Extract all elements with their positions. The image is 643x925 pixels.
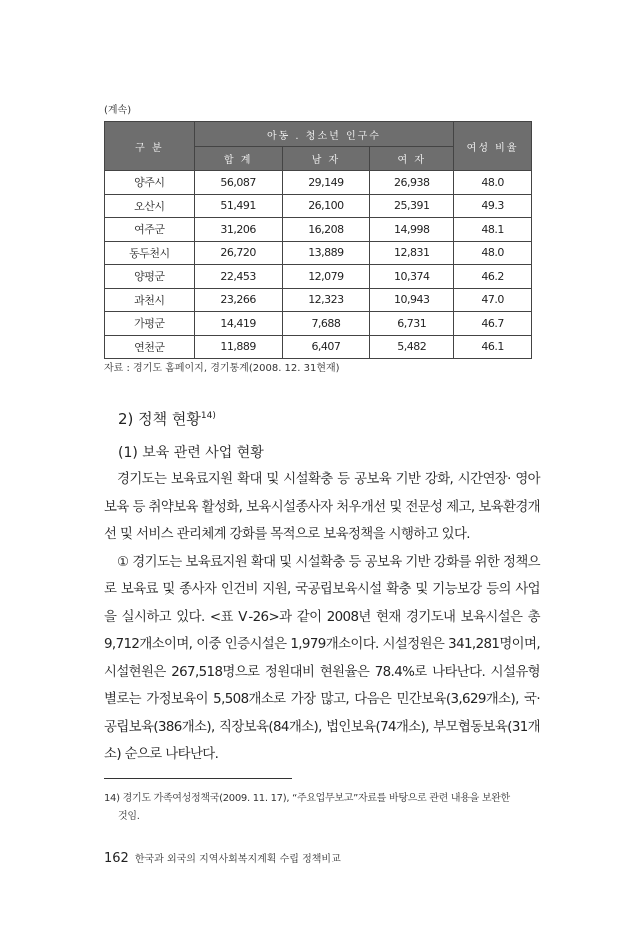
cell-region: 여주군 [105,218,195,242]
paragraph: ① 경기도는 보육료지원 확대 및 시설확충 등 공보육 기반 강화를 위한 정책으로 보육료 및 종사자 인건비 지원, 국공립보육시설 확충 및 기능보강 등의 사업을 실시하고 있다. <표 Ⅴ-26>과 같이 2008년 현재 경기도내 보육시설은 총 9,712개소이며, 이중 인증시설은 1,979개소이다. 시설정원은 341,281명이며, 시설현원은 267,518명으로 정원대비 현원율은 78.4%로 나타난다. 시설유형별로는 가정보육이 5,508개소로 가장 많고, 다음은 민간보육(3,629개소), 국· 공립보육(386개소), 직장보육(84개소), 법인보육(74개소), 부모협동보육(31개소) 순으로 나타난다. [104,554,540,762]
cell-male: 29,149 [282,171,370,195]
cell-region: 과천시 [105,288,195,312]
table-row [105,171,532,195]
body-text [104,466,540,769]
cell-region: 가평군 [105,312,195,336]
cell-ratio: 46.1 [454,335,532,359]
table-row [105,265,532,289]
table-row [105,312,532,336]
cell-total: 51,491 [194,194,282,218]
header-region: 구 분 [105,122,195,171]
cell-female: 6,731 [370,312,454,336]
cell-male: 26,100 [282,194,370,218]
footnote [104,790,544,826]
cell-total: 31,206 [194,218,282,242]
cell-female: 10,943 [370,288,454,312]
table-row [105,218,532,242]
cell-ratio: 46.7 [454,312,532,336]
table-source: 자료 : 경기도 홈페이지, 경기통계(2008. 12. 31현재) [104,363,340,374]
cell-total: 56,087 [194,171,282,195]
cell-male: 12,079 [282,265,370,289]
footnote-continuation: 것임. [118,811,140,822]
footnote-number: 14) [104,793,120,804]
cell-total: 11,889 [194,335,282,359]
cell-male: 13,889 [282,241,370,265]
population-table [104,121,532,359]
cell-female: 10,374 [370,265,454,289]
cell-male: 12,323 [282,288,370,312]
cell-ratio: 48.0 [454,241,532,265]
paragraph: 경기도는 보육료지원 확대 및 시설확충 등 공보육 기반 강화, 시간연장· 영아보육 등 취약보육 활성화, 보육시설종사자 처우개선 및 전문성 제고, 보육환경개선 및 서비스 관리체계 강화를 목적으로 보육정책을 시행하고 있다. [104,472,540,542]
table-row [105,288,532,312]
cell-total: 26,720 [194,241,282,265]
cell-total: 23,266 [194,288,282,312]
page-footer [104,850,341,866]
cell-female: 14,998 [370,218,454,242]
cell-region: 동두천시 [105,241,195,265]
cell-ratio: 48.1 [454,218,532,242]
header-population: 아동 . 청소년 인구수 [194,122,453,147]
cell-female: 26,938 [370,171,454,195]
header-female: 여 자 [370,147,454,171]
section-heading-text: 2) 정책 현황 [118,410,201,428]
header-female-ratio: 여성 비율 [454,122,532,171]
page-number: 162 [104,851,129,866]
cell-female: 5,482 [370,335,454,359]
cell-region: 연천군 [105,335,195,359]
cell-region: 양주시 [105,171,195,195]
cell-ratio: 49.3 [454,194,532,218]
footnote-ref: 14) [200,411,216,421]
footnote-text: 경기도 가족여성정책국(2009. 11. 17), “주요업무보고”자료를 바탕으로 관련 내용을 보완한 [122,793,510,804]
cell-region: 오산시 [105,194,195,218]
subsection-heading: (1) 보육 관련 사업 현황 [118,445,264,461]
cell-ratio: 48.0 [454,171,532,195]
continued-note: (계속) [104,105,132,116]
table-row [105,194,532,218]
table-row [105,241,532,265]
cell-male: 6,407 [282,335,370,359]
cell-region: 양평군 [105,265,195,289]
table-row [105,335,532,359]
cell-male: 16,208 [282,218,370,242]
footnote-divider [104,778,292,779]
footnote-line [104,790,544,808]
section-heading [118,408,216,429]
cell-ratio: 47.0 [454,288,532,312]
header-male: 남 자 [282,147,370,171]
cell-total: 22,453 [194,265,282,289]
cell-total: 14,419 [194,312,282,336]
cell-female: 12,831 [370,241,454,265]
cell-female: 25,391 [370,194,454,218]
cell-ratio: 46.2 [454,265,532,289]
header-total: 합 계 [194,147,282,171]
cell-male: 7,688 [282,312,370,336]
book-title: 한국과 외국의 지역사회복지계획 수립 정책비교 [134,854,341,865]
